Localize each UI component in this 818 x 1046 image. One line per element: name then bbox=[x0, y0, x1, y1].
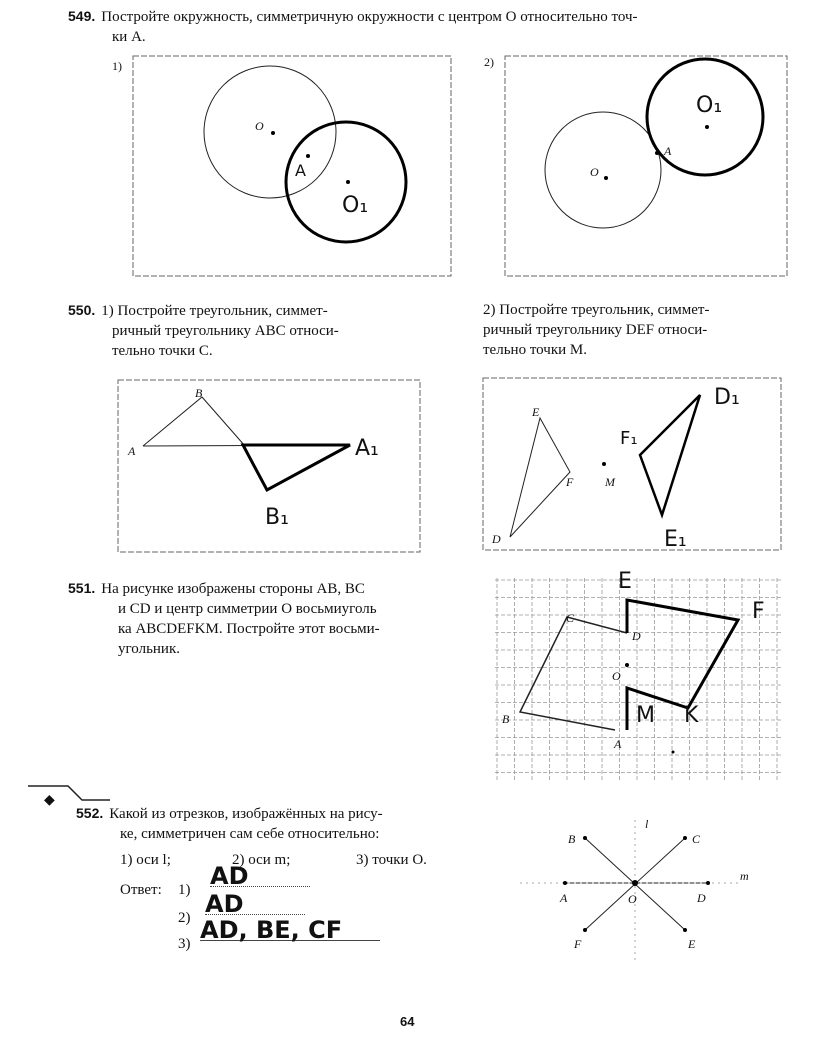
svg-text:O₁: O₁ bbox=[342, 193, 369, 218]
svg-text:m: m bbox=[740, 869, 749, 883]
svg-text:B: B bbox=[502, 712, 510, 726]
option-2: 2) оси m; bbox=[232, 852, 291, 868]
svg-text:◆: ◆ bbox=[44, 793, 55, 808]
figure-550-1 bbox=[118, 380, 420, 552]
figure-551 bbox=[495, 569, 782, 780]
figure-549-2 bbox=[484, 55, 787, 276]
circle-o bbox=[204, 66, 336, 198]
svg-text:D: D bbox=[632, 629, 641, 643]
svg-text:l: l bbox=[645, 817, 649, 831]
svg-text:O₁: O₁ bbox=[696, 93, 723, 118]
page-number: 64 bbox=[400, 1014, 415, 1029]
task-550-part2: 2) Постройте треугольник, симмет- ричный треугольнику DEF относи- тельно точки M. bbox=[483, 302, 710, 358]
option-1: 1) оси l; bbox=[120, 852, 171, 868]
svg-text:A: A bbox=[664, 144, 672, 158]
svg-text:C: C bbox=[566, 611, 575, 625]
task-552-text: 552. Какой из отрезков, изображённых на рису- ке, симметричен сам себе относительно: bbox=[76, 805, 383, 842]
task-549-text: 549. Постройте окружность, симметричную окружности с центром O относительно точ- bbox=[68, 8, 638, 25]
svg-text:O: O bbox=[255, 119, 264, 133]
figure-549-1 bbox=[112, 56, 451, 276]
svg-text:F: F bbox=[566, 475, 574, 489]
svg-text:O: O bbox=[612, 669, 621, 683]
option-3: 3) точки O. bbox=[356, 852, 427, 868]
svg-text:A: A bbox=[614, 737, 622, 751]
svg-text:M: M bbox=[636, 703, 655, 728]
answer-label: Ответ: bbox=[120, 882, 162, 898]
answer-1-field[interactable]: AD bbox=[210, 866, 310, 887]
answer-3-num: 3) bbox=[178, 936, 191, 952]
svg-text:K: K bbox=[684, 703, 699, 728]
task-550-part1: 550. 1) Постройте треугольник, симмет- ричный треугольнику ABC относи- тельно точки C. bbox=[68, 302, 339, 359]
svg-text:F: F bbox=[752, 599, 765, 624]
svg-text:F₁: F₁ bbox=[620, 428, 638, 449]
answer-2-field[interactable]: AD bbox=[205, 894, 305, 915]
figure-550-2 bbox=[483, 378, 781, 552]
svg-text:M: M bbox=[605, 475, 615, 489]
task-551-text: 551. На рисунке изображены стороны AB, BC и CD и центр симметрии O восьмиуголь ка ABCDEFKM. Постройте этот восьми- угольник. bbox=[68, 580, 380, 657]
svg-text:B: B bbox=[195, 386, 203, 400]
svg-text:F: F bbox=[574, 937, 582, 951]
svg-text:E: E bbox=[688, 937, 696, 951]
svg-text:E: E bbox=[618, 569, 632, 594]
svg-text:E₁: E₁ bbox=[664, 527, 687, 552]
svg-text:B: B bbox=[568, 832, 576, 846]
answer-2-num: 2) bbox=[178, 910, 191, 926]
answer-1-num: 1) bbox=[178, 882, 191, 898]
svg-text:A: A bbox=[560, 891, 568, 905]
svg-text:O: O bbox=[628, 892, 637, 906]
svg-text:O: O bbox=[590, 165, 599, 179]
fig-label: 1) bbox=[112, 59, 122, 73]
svg-text:E: E bbox=[532, 405, 540, 419]
figure-552 bbox=[520, 817, 749, 960]
svg-text:D: D bbox=[492, 532, 501, 546]
answer-3-field[interactable]: AD, BE, CF bbox=[200, 920, 380, 941]
svg-text:B₁: B₁ bbox=[265, 505, 289, 530]
task-549-text-cont: ки A. bbox=[112, 29, 146, 45]
svg-text:D: D bbox=[697, 891, 706, 905]
circle-o bbox=[545, 112, 661, 228]
svg-text:2): 2) bbox=[484, 55, 494, 69]
svg-text:A: A bbox=[128, 444, 136, 458]
svg-text:A: A bbox=[295, 161, 306, 180]
svg-text:C: C bbox=[692, 832, 701, 846]
svg-text:A₁: A₁ bbox=[355, 436, 379, 461]
svg-text:D₁: D₁ bbox=[714, 385, 740, 410]
